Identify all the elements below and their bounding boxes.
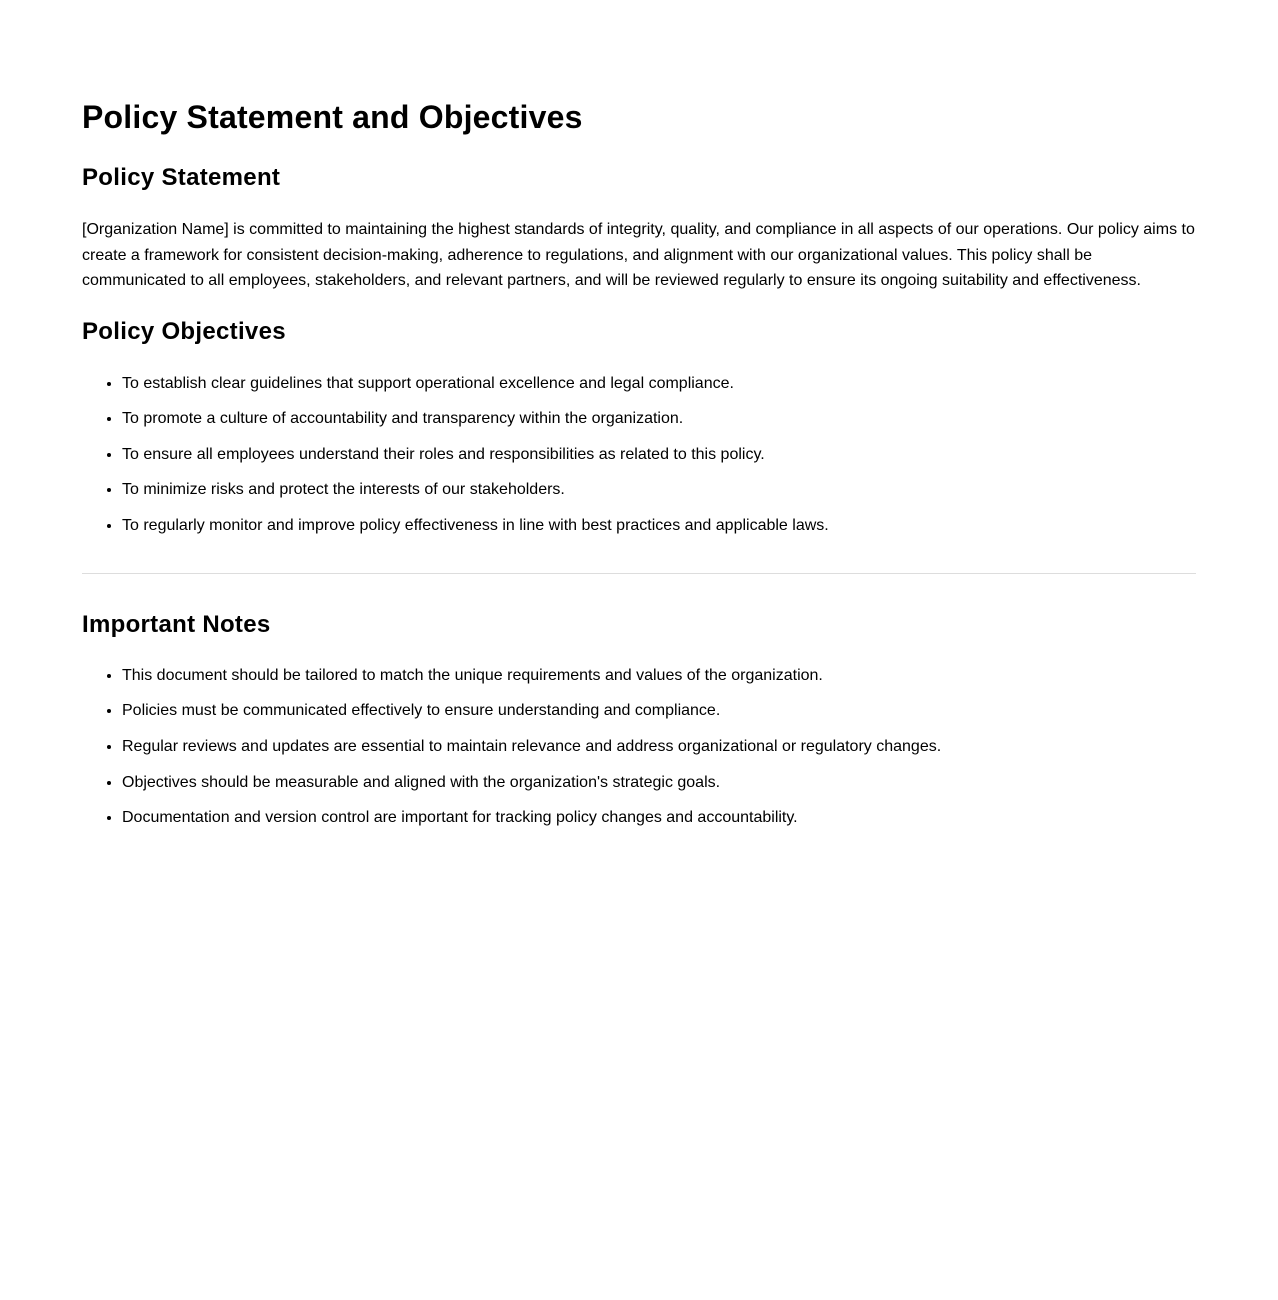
policy-statement-text: [Organization Name] is committed to maintaining the highest standards of integrity, quality, and compliance in all aspects of our operations. Our policy aims to create a framework for consistent decision-making, adherence to regulations, and alignment with our organizational values. This policy shall be communicated to all employees, stakeholders, and relevant partners, and will be reviewed regularly to ensure its ongoing suitability and effectiveness. [82,221,1195,289]
list-item: • Regular reviews and updates are essential to maintain relevance and address organizational or regulatory changes. [122,737,1196,757]
list-item: • This document should be tailored to match the unique requirements and values of the organization. [122,666,1196,686]
important-notes-list [82,666,1196,828]
list-item: • To regularly monitor and improve policy effectiveness in line with best practices and applicable laws. [122,516,1196,536]
list-item: • Objectives should be measurable and aligned with the organization's strategic goals. [122,773,1196,793]
policy-statement-heading: Policy Statement [82,164,281,191]
document-page [82,0,1196,828]
list-item: • To establish clear guidelines that support operational excellence and legal compliance. [122,374,1196,394]
policy-objectives-heading: Policy Objectives [82,317,286,345]
policy-objectives-list [82,374,1196,536]
page-title: Policy Statement and Objectives [82,99,583,135]
list-item: • To ensure all employees understand their roles and responsibilities as related to this policy. [122,445,1196,465]
section-divider [82,573,1196,574]
list-item: • Policies must be communicated effectively to ensure understanding and compliance. [122,701,1196,721]
list-item: • To minimize risks and protect the interests of our stakeholders. [122,480,1196,500]
list-item: • Documentation and version control are important for tracking policy changes and accountability. [122,808,1196,828]
list-item: • To promote a culture of accountability and transparency within the organization. [122,409,1196,429]
important-notes-heading: Important Notes [82,610,271,638]
